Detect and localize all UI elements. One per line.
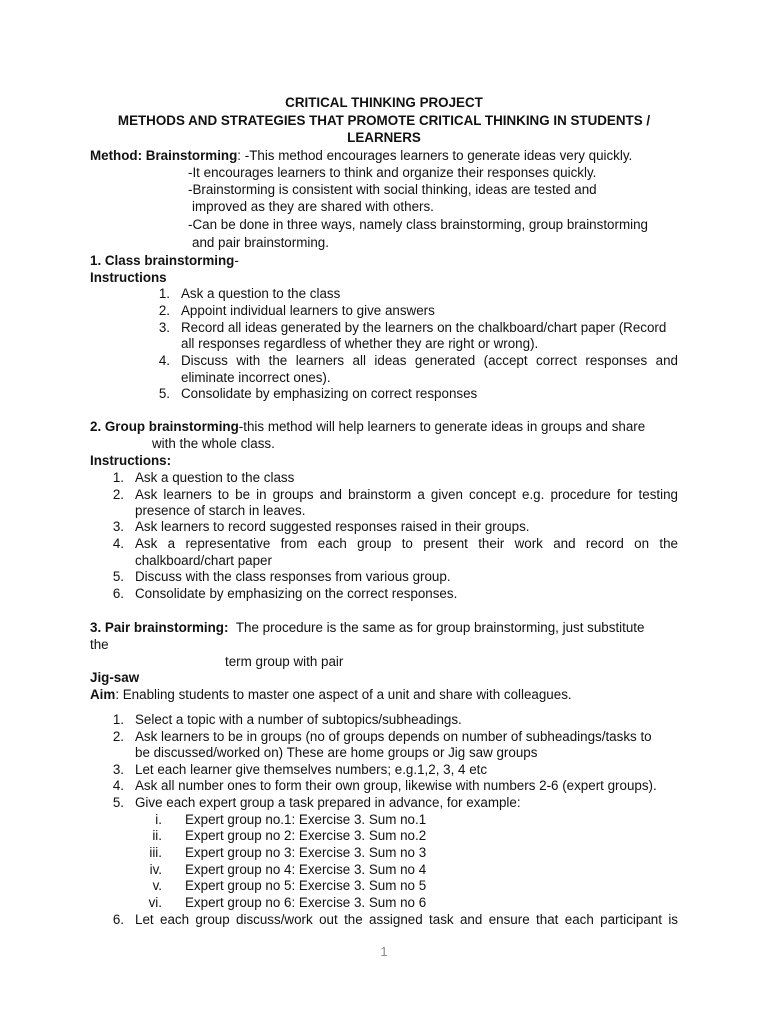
sublist-item: Expert group no 6: Exercise 3. Sum no 6 <box>185 895 427 910</box>
page-number: 1 <box>380 944 388 959</box>
list-item: Ask a representative from each group to present their work and record on the <box>135 536 678 551</box>
list-item: Consolidate by emphasizing on the correct responses. <box>135 586 458 601</box>
list-number: 4. <box>112 536 124 551</box>
list-number: 4. <box>158 353 170 368</box>
list-number: 3. <box>158 320 170 335</box>
document-subtitle-line-1: METHODS AND STRATEGIES THAT PROMOTE CRITICAL THINKING IN STUDENTS / <box>117 113 651 128</box>
list-number: 4. <box>112 778 124 793</box>
pair-brainstorming-lead: term group with pair <box>225 654 344 669</box>
list-item: Discuss with the class responses from various group. <box>135 569 451 584</box>
class-instructions-heading: Instructions <box>90 270 167 285</box>
sublist-item: Expert group no 5: Exercise 3. Sum no 5 <box>185 878 427 893</box>
jigsaw-heading: Jig-saw <box>90 670 140 685</box>
list-item: Ask all number ones to form their own group, likewise with numbers 2-6 (expert groups). <box>135 778 657 793</box>
list-number: 3. <box>112 519 124 534</box>
list-item: Ask a question to the class <box>181 286 341 301</box>
group-brainstorming-heading: 2. Group brainstorming-this method will help learners to generate ideas in groups and share <box>90 419 646 434</box>
method-line: -Can be done in three ways, namely class brainstorming, group brainstorming <box>188 217 648 232</box>
list-item: Ask learners to be in groups and brainstorm a given concept e.g. procedure for testing <box>135 487 678 502</box>
method-intro <box>90 147 632 164</box>
list-number: 6. <box>112 912 124 927</box>
list-item: Record all ideas generated by the learners on the chalkboard/chart paper (Record <box>181 320 667 335</box>
list-item-continuation: chalkboard/chart paper <box>135 553 272 568</box>
sublist-item: Expert group no 3: Exercise 3. Sum no 3 <box>185 845 427 860</box>
document-title: CRITICAL THINKING PROJECT <box>285 95 483 110</box>
method-label: Method: Brainstorming <box>90 148 238 163</box>
document-subtitle-line-2: LEARNERS <box>347 130 421 145</box>
sublist-number: i. <box>155 812 162 827</box>
sublist-item: Expert group no 2: Exercise 3. Sum no.2 <box>185 828 427 843</box>
list-number: 1. <box>158 286 170 301</box>
list-item: Consolidate by emphasizing on correct responses <box>181 386 478 401</box>
group-instructions-heading: Instructions: <box>90 453 172 468</box>
list-number: 5. <box>158 386 170 401</box>
group-brainstorming-lead: with the whole class. <box>152 436 275 451</box>
list-number: 2. <box>158 303 170 318</box>
list-item-continuation: all responses regardless of whether they are right or wrong). <box>181 336 539 351</box>
pair-brainstorming-lead: the <box>90 637 109 652</box>
list-number: 1. <box>112 470 124 485</box>
list-number: 2. <box>112 487 124 502</box>
list-item: Give each expert group a task prepared in advance, for example: <box>135 795 521 810</box>
sublist-item: Expert group no.1: Exercise 3. Sum no.1 <box>185 812 427 827</box>
method-line: and pair brainstorming. <box>192 235 329 250</box>
list-item-continuation: presence of starch in leaves. <box>135 503 306 518</box>
method-line: -Brainstorming is consistent with social thinking, ideas are tested and <box>188 182 597 197</box>
sublist-number: v. <box>152 878 162 893</box>
list-item: Let each group discuss/work out the assigned task and ensure that each participant is <box>135 912 678 927</box>
list-number: 5. <box>112 795 124 810</box>
sublist-number: ii. <box>152 828 162 843</box>
sublist-number: iv. <box>149 862 162 877</box>
sublist-number: vi. <box>148 895 162 910</box>
sublist-number: iii. <box>149 845 162 860</box>
list-number: 1. <box>112 712 124 727</box>
list-item-continuation: be discussed/worked on) These are home groups or Jig saw groups <box>135 745 538 760</box>
list-item: Appoint individual learners to give answers <box>181 303 435 318</box>
sublist-item: Expert group no 4: Exercise 3. Sum no 4 <box>185 862 427 877</box>
list-number: 3. <box>112 762 124 777</box>
method-line: -It encourages learners to think and organize their responses quickly. <box>188 165 597 180</box>
list-item: Select a topic with a number of subtopics/subheadings. <box>135 712 462 727</box>
jigsaw-aim: Aim: Enabling students to master one aspect of a unit and share with colleagues. <box>90 687 572 702</box>
method-line: improved as they are shared with others. <box>192 199 434 214</box>
list-item: Discuss with the learners all ideas generated (accept correct responses and <box>181 353 678 368</box>
list-item: Ask learners to record suggested responses raised in their groups. <box>135 519 530 534</box>
method-lead: : -This method encourages learners to generate ideas very quickly. <box>237 148 633 163</box>
list-item: Ask a question to the class <box>135 470 295 485</box>
pair-brainstorming-heading: 3. Pair brainstorming: The procedure is the same as for group brainstorming, just substitute <box>90 620 645 635</box>
list-number: 6. <box>112 586 124 601</box>
list-number: 5. <box>112 569 124 584</box>
list-number: 2. <box>112 729 124 744</box>
class-brainstorming-heading: 1. Class brainstorming- <box>90 253 239 268</box>
list-item-continuation: eliminate incorrect ones). <box>181 370 331 385</box>
list-item: Let each learner give themselves numbers; e.g.1,2, 3, 4 etc <box>135 762 488 777</box>
list-item: Ask learners to be in groups (no of groups depends on number of subheadings/tasks to <box>135 729 652 744</box>
